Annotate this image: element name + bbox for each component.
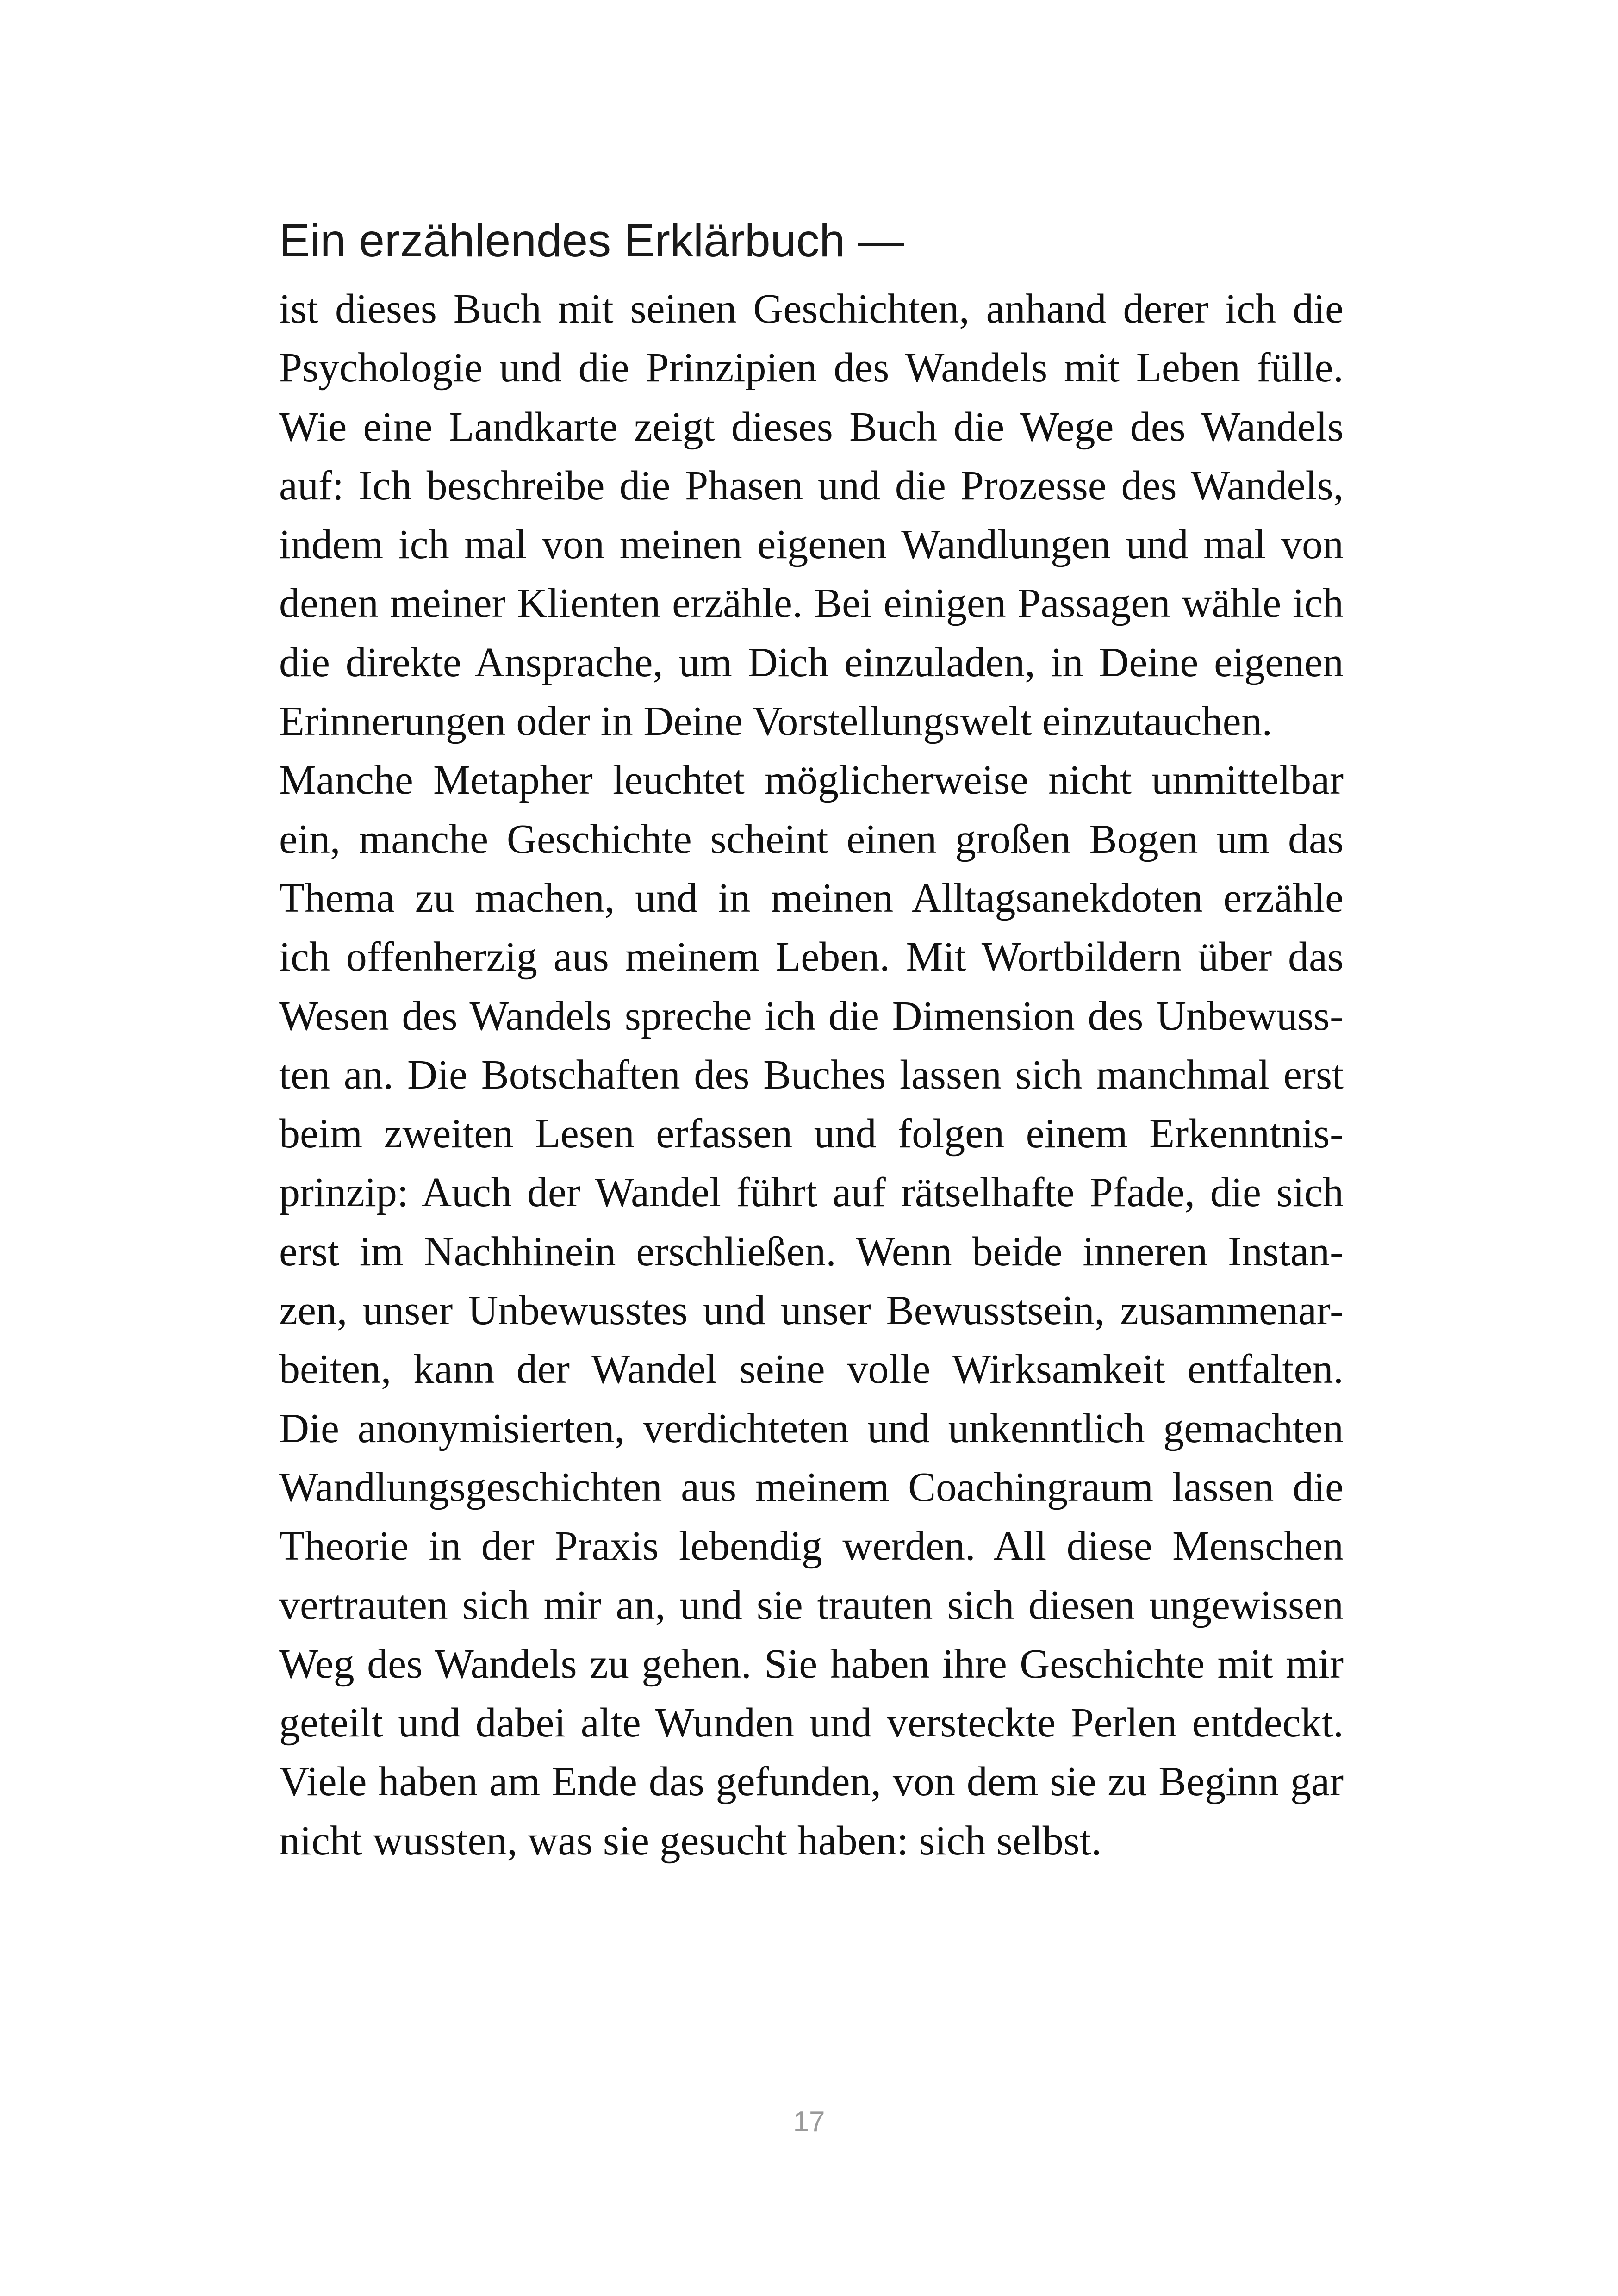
- text-line: Viele haben am Ende das gefunden, von dem sie zu Beginn gar: [279, 1759, 1344, 1805]
- text-line: Psychologie und die Prinzipien des Wandels mit Leben fülle.: [279, 345, 1344, 391]
- text-line: vertrauten sich mir an, und sie trauten sich diesen ungewissen: [279, 1582, 1344, 1628]
- text-line: auf: Ich beschreibe die Phasen und die Prozesse des Wandels,: [279, 462, 1344, 509]
- text-line: zen, unser Unbewusstes und unser Bewusstsein, zusammenar-: [279, 1288, 1344, 1334]
- text-line: Theorie in der Praxis lebendig werden. All diese Menschen: [279, 1523, 1344, 1569]
- text-line: Wie eine Landkarte zeigt dieses Buch die Wege des Wandels: [279, 404, 1344, 450]
- text-line: Weg des Wandels zu gehen. Sie haben ihre Geschichte mit mir: [279, 1641, 1344, 1687]
- text-line: Wesen des Wandels spreche ich die Dimension des Unbewuss-: [279, 993, 1344, 1039]
- text-line: beiten, kann der Wandel seine volle Wirksamkeit entfalten.: [279, 1346, 1344, 1393]
- text-line: denen meiner Klienten erzähle. Bei einigen Passagen wähle ich: [279, 580, 1344, 627]
- text-line: ten an. Die Botschaften des Buches lassen sich manchmal erst: [279, 1052, 1344, 1098]
- page-number: 17: [793, 2106, 825, 2138]
- text-line: Die anonymisierten, verdichteten und unkenntlich gemachten: [279, 1405, 1344, 1451]
- section-heading: Ein erzählendes Erklärbuch —: [279, 215, 904, 267]
- text-line: beim zweiten Lesen erfassen und folgen einem Erkenntnis-: [279, 1111, 1344, 1157]
- text-line: erst im Nachhinein erschließen. Wenn beide inneren Instan-: [279, 1228, 1344, 1275]
- text-line: geteilt und dabei alte Wunden und versteckte Perlen entdeckt.: [279, 1700, 1344, 1746]
- text-line: nicht wussten, was sie gesucht haben: sich selbst.: [279, 1817, 1102, 1864]
- text-line: die direkte Ansprache, um Dich einzuladen, in Deine eigenen: [279, 639, 1344, 685]
- text-line: Manche Metapher leuchtet möglicherweise nicht unmittelbar: [279, 757, 1344, 803]
- body-text: [279, 280, 1344, 1870]
- text-line: Thema zu machen, und in meinen Alltagsanekdoten erzähle: [279, 875, 1344, 921]
- text-line: ich offenherzig aus meinem Leben. Mit Wortbildern über das: [279, 934, 1344, 980]
- text-line: ist dieses Buch mit seinen Geschichten, anhand derer ich die: [279, 286, 1344, 332]
- paragraph-1: [279, 280, 1344, 751]
- text-line: ein, manche Geschichte scheint einen großen Bogen um das: [279, 816, 1344, 862]
- paragraph-2: [279, 751, 1344, 1870]
- text-line: prinzip: Auch der Wandel führt auf rätselhafte Pfade, die sich: [279, 1170, 1344, 1216]
- text-line: Wandlungsgeschichten aus meinem Coachingraum lassen die: [279, 1464, 1344, 1510]
- text-line: Erinnerungen oder in Deine Vorstellungswelt einzutauchen.: [279, 698, 1273, 745]
- text-line: indem ich mal von meinen eigenen Wandlungen und mal von: [279, 522, 1344, 568]
